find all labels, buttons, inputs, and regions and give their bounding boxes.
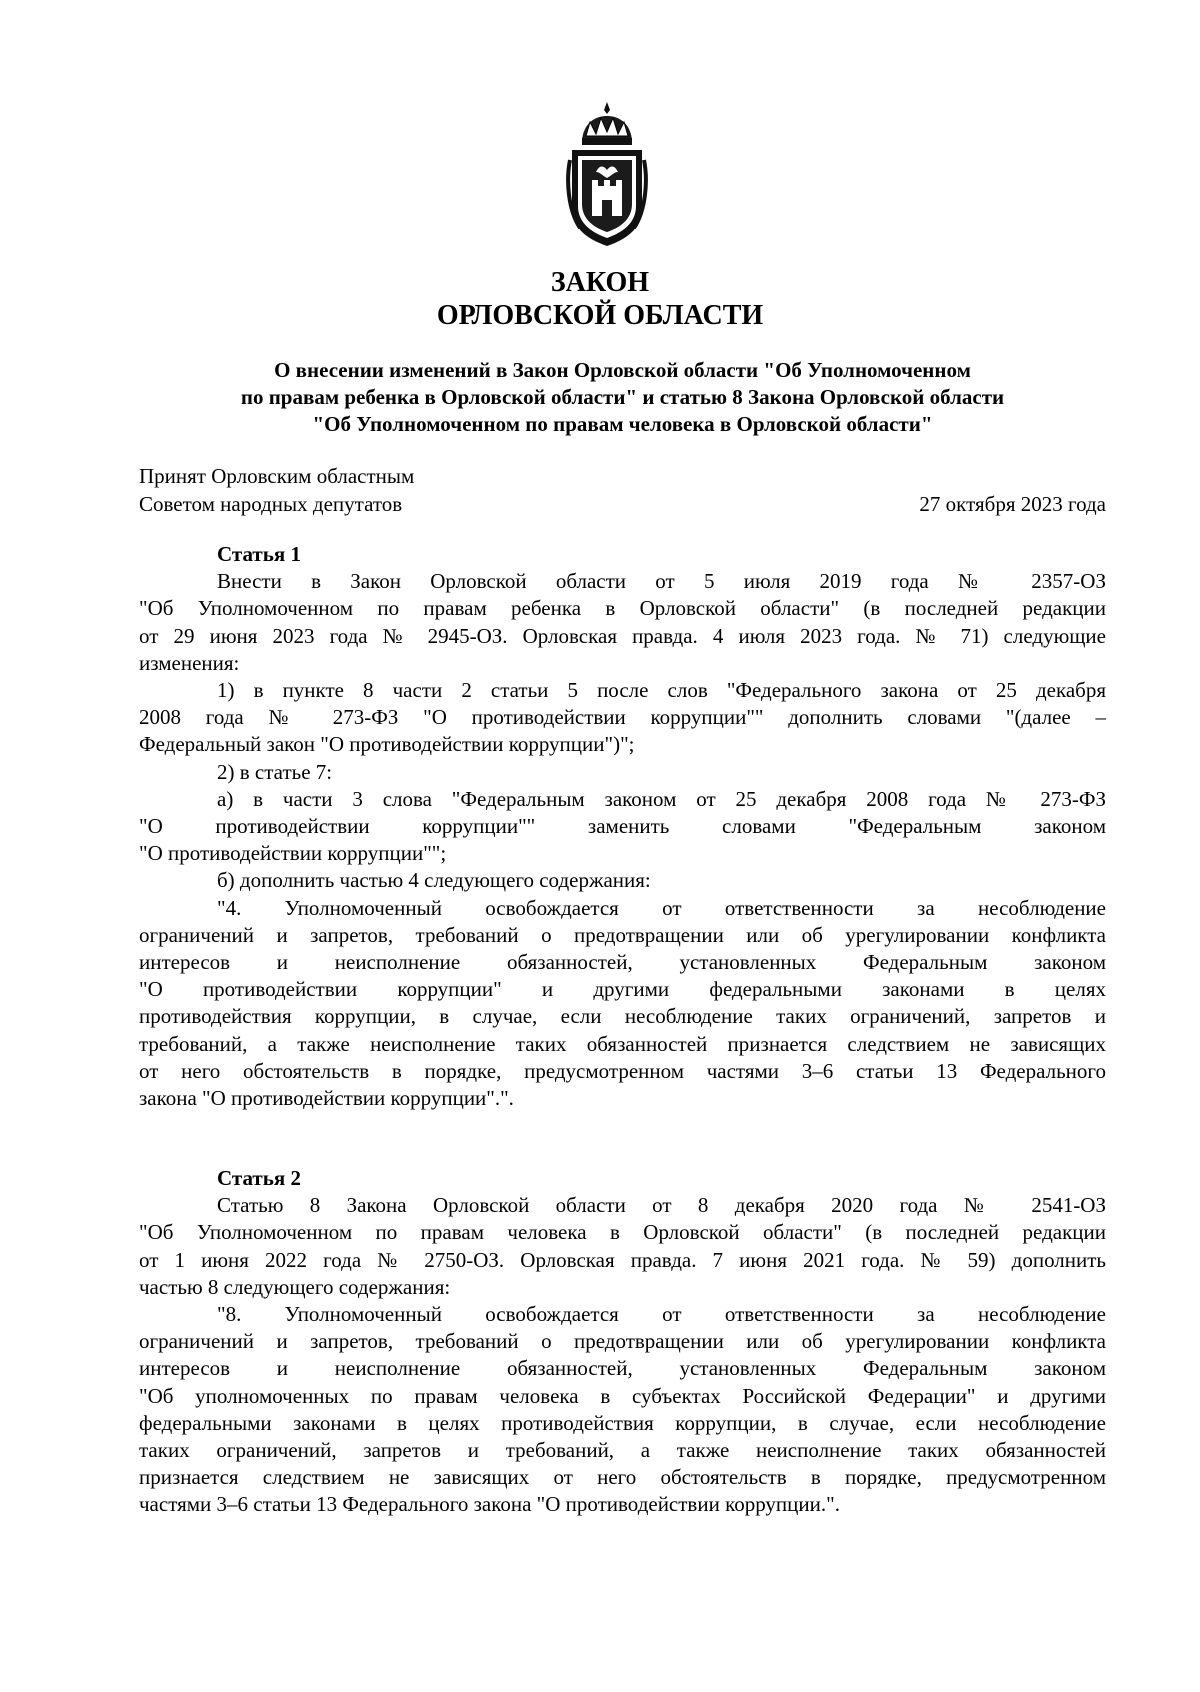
law-subject-heading xyxy=(140,357,1105,438)
text-line: изменения: xyxy=(139,650,240,675)
law-title: ЗАКОН xyxy=(550,267,650,298)
text-line: "Об уполномоченных по правам человека в субъектах Российской Федерации" и другими xyxy=(139,1383,1106,1408)
text-line: Федеральный закон "О противодействии коррупции")"; xyxy=(139,732,635,757)
adoption-line: Принят Орловским областным xyxy=(139,464,415,488)
text-line: 2) в статье 7: xyxy=(217,759,333,784)
text-line: ограничений и запретов, требований о предотвращении или об урегулировании конфликта xyxy=(139,922,1106,947)
text-line: б) дополнить частью 4 следующего содержания: xyxy=(217,868,651,893)
article-2 xyxy=(139,1165,1106,1519)
article-1 xyxy=(139,541,1106,1112)
coat-of-arms-emblem xyxy=(566,100,648,250)
text-line: "Об Уполномоченном по правам человека в Орловской области" (в последней редакции xyxy=(139,1220,1106,1245)
text-line: Внести в Закон Орловской области от 5 июля 2019 года № 2357-ОЗ xyxy=(217,569,1106,594)
text-line: "О противодействии коррупции"" заменить словами "Федеральным законом xyxy=(139,814,1106,839)
text-line: от него обстоятельств в порядке, предусмотренном частями 3–6 статьи 13 Федерального xyxy=(139,1058,1106,1083)
article-heading: Статья 1 xyxy=(217,542,301,566)
text-line: 2008 года № 273-ФЗ "О противодействии коррупции"" дополнить словами "(далее – xyxy=(139,705,1106,730)
text-line: от 29 июня 2023 года № 2945-ОЗ. Орловская правда. 4 июля 2023 года. № 71) следующие xyxy=(139,623,1106,648)
text-line: частями 3–6 статьи 13 Федерального закона "О противодействии коррупции.". xyxy=(139,1492,840,1517)
text-line: от 1 июня 2022 года № 2750-ОЗ. Орловская правда. 7 июня 2021 года. № 59) дополнить xyxy=(139,1247,1106,1272)
text-line: противодействия коррупции, в случае, если несоблюдение таких ограничений, запретов и xyxy=(139,1004,1106,1029)
text-line: "4. Уполномоченный освобождается от ответственности за несоблюдение xyxy=(217,895,1106,920)
adoption-line: Советом народных депутатов xyxy=(139,492,403,516)
subject-line: О внесении изменений в Закон Орловской области "Об Уполномоченном xyxy=(274,358,971,382)
subject-line: "Об Уполномоченном по правам человека в Орловской области" xyxy=(312,412,933,436)
region-title: ОРЛОВСКОЙ ОБЛАСТИ xyxy=(436,300,764,331)
text-line: "8. Уполномоченный освобождается от ответственности за несоблюдение xyxy=(217,1302,1106,1327)
text-line: 1) в пункте 8 части 2 статьи 5 после слов "Федерального закона от 25 декабря xyxy=(217,678,1106,703)
text-line: интересов и неисполнение обязанностей, установленных Федеральным законом xyxy=(139,950,1106,975)
text-line: Статью 8 Закона Орловской области от 8 декабря 2020 года № 2541-ОЗ xyxy=(217,1193,1106,1218)
text-line: "О противодействии коррупции""; xyxy=(139,841,447,866)
text-line: требований, а также неисполнение таких обязанностей признается следствием не зависящих xyxy=(139,1031,1106,1056)
text-line: "Об Уполномоченном по правам ребенка в Орловской области" (в последней редакции xyxy=(139,596,1106,621)
text-line: ограничений и запретов, требований о предотвращении или об урегулировании конфликта xyxy=(139,1329,1106,1354)
text-line: "О противодействии коррупции" и другими федеральными законами в целях xyxy=(139,977,1106,1002)
subject-line: по правам ребенка в Орловской области" и статью 8 Закона Орловской области xyxy=(240,385,1005,409)
adoption-statement xyxy=(139,462,414,518)
adoption-date: 27 октября 2023 года xyxy=(919,492,1106,516)
text-line: признается следствием не зависящих от него обстоятельств в порядке, предусмотренном xyxy=(139,1465,1106,1490)
text-line: интересов и неисполнение обязанностей, установленных Федеральным законом xyxy=(139,1356,1106,1381)
article-heading: Статья 2 xyxy=(217,1166,301,1190)
text-line: закона "О противодействии коррупции".". xyxy=(139,1086,514,1111)
text-line: таких ограничений, запретов и требований, а также неисполнение таких обязанностей xyxy=(139,1438,1106,1463)
text-line: федеральными законами в целях противодействия коррупции, в случае, если несоблюдение xyxy=(139,1410,1106,1435)
text-line: а) в части 3 слова "Федеральным законом от 25 декабря 2008 года № 273-ФЗ xyxy=(217,786,1106,811)
text-line: частью 8 следующего содержания: xyxy=(139,1274,451,1299)
